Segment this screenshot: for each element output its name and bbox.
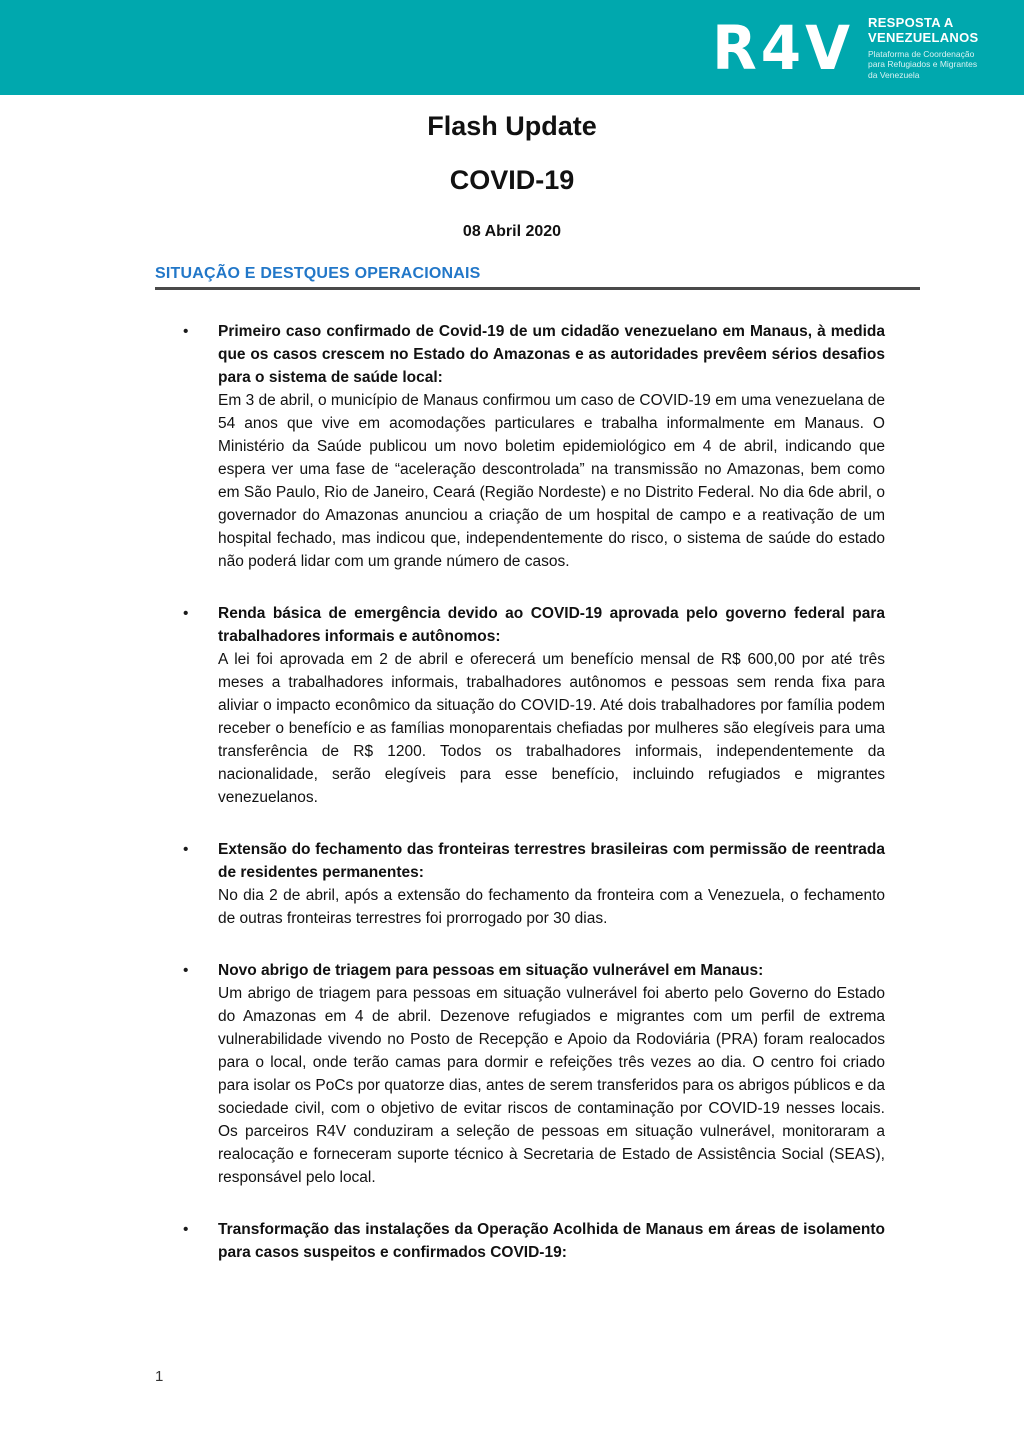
bullet-marker-icon: •	[183, 605, 189, 622]
bullet-item	[155, 959, 885, 1189]
content-area	[155, 265, 885, 1264]
org-text-block	[868, 15, 1008, 81]
bullet-item	[155, 838, 885, 930]
doc-date: 08 Abril 2020	[462, 223, 562, 240]
bullet-body: Em 3 de abril, o município de Manaus confirmou um caso de COVID-19 em uma venezuelana de 54 anos que vive em acomodações particulares e trabalha informalmente em Manaus. O Ministério da Saúde publicou um novo boletim epidemiológico em 4 de abril, indicando que espera ver uma fase de “aceleração descontrolada” na transmissão no Amazonas, bem como em São Paulo, Rio de Janeiro, Ceará (Região Nordeste) e no Distrito Federal. No dia 6de abril, o governador do Amazonas anunciou a criação de um hospital de campo e a reativação de um hospital fechado, mas indicou que, independentemente do risco, o sistema de saúde do estado não poderá lidar com um grande número de casos.	[218, 392, 885, 570]
bullet-heading: Renda básica de emergência devido ao COVID-19 aprovada pelo governo federal para trabalhadores informais e autônomos:	[218, 605, 885, 645]
bullet-item	[155, 1218, 885, 1264]
bullet-heading: Extensão do fechamento das fronteiras terrestres brasileiras com permissão de reentrada de residentes permanentes:	[218, 841, 885, 881]
org-name-line1: RESPOSTA A	[868, 14, 954, 30]
doc-title: Flash Update	[427, 111, 597, 141]
bullet-heading: Primeiro caso confirmado de Covid-19 de um cidadão venezuelano em Manaus, à medida que os casos crescem no Estado do Amazonas e as autoridades prevêem sérios desafios para o sistema de saúde local:	[218, 323, 885, 386]
org-tagline	[868, 49, 1008, 81]
org-tagline-line1: Plataforma de Coordenação	[868, 48, 975, 59]
bullet-item	[155, 320, 885, 573]
bullet-list	[155, 320, 885, 1264]
org-name-line2: VENEZUELANOS	[868, 29, 979, 45]
bullet-body: Um abrigo de triagem para pessoas em situação vulnerável foi aberto pelo Governo do Estado do Amazonas em 4 de abril. Dezenove refugiados e migrantes com um perfil de extrema vulnerabilidade vivendo no Posto de Recepção e Apoio da Rodoviária (PRA) foram realocados para o local, onde terão camas para dormir e refeições três vezes ao dia. O centro foi criado para isolar os PoCs por quatorze dias, antes de serem transferidos para os abrigos públicos e da sociedade civil, com o objetivo de evitar riscos de contaminação por COVID-19 nesses locais. Os parceiros R4V conduziram a seleção de pessoas em situação vulnerável, monitoraram a realocação e forneceram suporte técnico à Secretaria de Estado de Assistência Social (SEAS), responsável pelo local.	[218, 985, 885, 1186]
bullet-heading: Transformação das instalações da Operação Acolhida de Manaus em áreas de isolamento para casos suspeitos e confirmados COVID-19:	[218, 1221, 885, 1261]
bullet-marker-icon: •	[183, 841, 189, 858]
org-tagline-line2: para Refugiados e Migrantes	[868, 59, 978, 70]
bullet-marker-icon: •	[183, 962, 189, 979]
section-heading: SITUAÇÃO E DESTQUES OPERACIONAIS	[155, 265, 920, 290]
doc-subtitle: COVID-19	[449, 165, 575, 195]
org-tagline-line3: da Venezuela	[868, 69, 920, 80]
bullet-marker-icon: •	[183, 323, 189, 340]
bullet-body: No dia 2 de abril, após a extensão do fechamento da fronteira com a Venezuela, o fechamento de outras fronteiras terrestres foi prorrogado por 30 dias.	[218, 887, 885, 927]
r4v-logo: R4V	[712, 11, 854, 84]
bullet-body: A lei foi aprovada em 2 de abril e oferecerá um benefício mensal de R$ 600,00 por até três meses a trabalhadores informais, trabalhadores autônomos e pessoas sem renda fixa para aliviar o impacto econômico da situação do COVID-19. Até dois trabalhadores por família podem receber o benefício e as famílias monoparentais chefiadas por mulheres são elegíveis para uma transferência de R$ 1200. Todos os trabalhadores informais, independentemente da nacionalidade, serão elegíveis para esse benefício, incluindo refugiados e migrantes venezuelanos.	[218, 651, 885, 806]
bullet-heading: Novo abrigo de triagem para pessoas em situação vulnerável em Manaus:	[218, 962, 764, 979]
header-banner	[0, 0, 1024, 95]
bullet-marker-icon: •	[183, 1221, 189, 1238]
bullet-item	[155, 602, 885, 809]
page-number: 1	[155, 1368, 164, 1385]
